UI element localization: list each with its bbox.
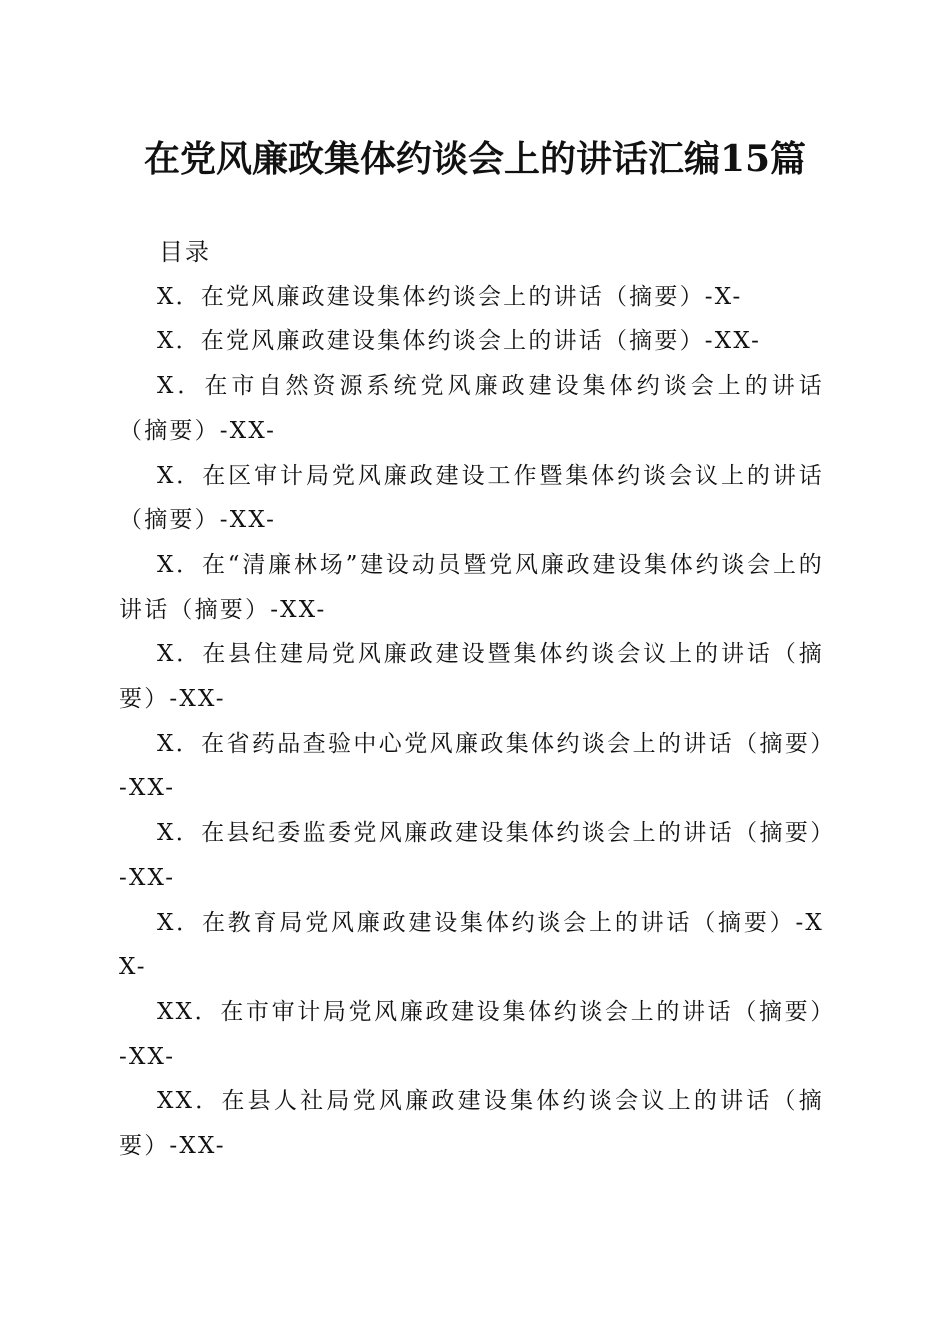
toc-heading: 目录	[159, 238, 211, 266]
toc-item: X．在教育局党风廉政建设集体约谈会上的讲话（摘要）-XX-	[119, 909, 824, 981]
toc-item: XX．在县人社局党风廉政建设集体约谈会议上的讲话（摘要）-XX-	[119, 1088, 824, 1160]
toc-item: XX．在市审计局党风廉政建设集体约谈会上的讲话（摘要）-XX-	[119, 998, 824, 1070]
toc-item: X．在县住建局党风廉政建设暨集体约谈会议上的讲话（摘要）-XX-	[119, 641, 824, 713]
toc-item: X．在党风廉政建设集体约谈会上的讲话（摘要）-XX-	[157, 328, 762, 355]
toc-item: X．在省药品查验中心党风廉政集体约谈会上的讲话（摘要）-XX-	[119, 730, 824, 802]
document-title: 在党风廉政集体约谈会上的讲话汇编15篇	[143, 138, 807, 180]
toc-item: X．在市自然资源系统党风廉政建设集体约谈会上的讲话（摘要）-XX-	[119, 373, 824, 444]
toc-item: X．在“清廉林场”建设动员暨党风廉政建设集体约谈会上的讲话（摘要）-XX-	[119, 551, 824, 623]
toc-list	[119, 275, 824, 1169]
toc-item: X．在区审计局党风廉政建设工作暨集体约谈会议上的讲话（摘要）-XX-	[119, 462, 824, 534]
toc-item: X．在党风廉政建设集体约谈会上的讲话（摘要）-X-	[157, 283, 743, 310]
toc-item: X．在县纪委监委党风廉政建设集体约谈会上的讲话（摘要）-XX-	[119, 820, 824, 891]
table-of-contents	[119, 230, 824, 1169]
